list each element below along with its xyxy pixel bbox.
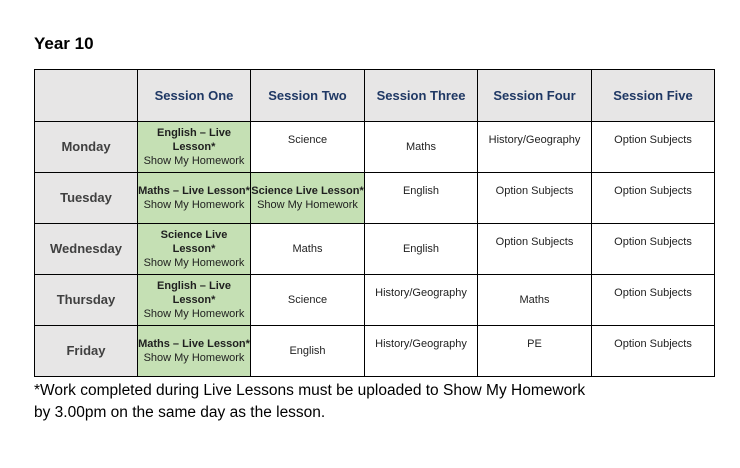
homework-text: Show My Homework: [143, 257, 245, 269]
lesson-cell: [251, 122, 365, 173]
cell-content: [478, 122, 591, 172]
cell-content: [592, 173, 714, 223]
page-title: Year 10: [34, 34, 94, 53]
subject-text: Option Subjects: [614, 236, 692, 248]
subject-text: Science Live Lesson*: [160, 229, 228, 255]
lesson-cell: [592, 122, 715, 173]
timetable: [34, 69, 715, 377]
live-lesson-cell: [251, 173, 365, 224]
subject-text: History/Geography: [375, 287, 467, 299]
footnote-line-1: *Work completed during Live Lessons must be uploaded to Show My Homework: [34, 382, 586, 399]
subject-text: History/Geography: [375, 338, 467, 350]
subject-text: English – Live Lesson*: [157, 280, 231, 306]
corner-cell: [35, 70, 138, 122]
subject-text: Option Subjects: [614, 134, 692, 146]
subject-text: Option Subjects: [614, 287, 692, 299]
cell-content: [478, 173, 591, 223]
day-label: Friday: [35, 326, 138, 377]
lesson-cell: [478, 122, 592, 173]
day-label: Wednesday: [35, 224, 138, 275]
lesson-cell: [365, 224, 478, 275]
session-header: Session One: [138, 70, 251, 122]
session-header: Session Four: [478, 70, 592, 122]
cell-content: [251, 122, 364, 172]
cell-content: [138, 326, 250, 376]
lesson-cell: [365, 326, 478, 377]
lesson-cell: [592, 173, 715, 224]
table-row: [35, 122, 715, 173]
lesson-cell: [251, 275, 365, 326]
live-lesson-cell: [138, 326, 251, 377]
subject-text: English: [402, 185, 440, 197]
cell-content: [478, 224, 591, 274]
lesson-cell: [251, 326, 365, 377]
table-row: [35, 224, 715, 275]
subject-text: Option Subjects: [614, 338, 692, 350]
homework-text: Show My Homework: [143, 199, 245, 211]
lesson-cell: [365, 275, 478, 326]
subject-text: Science Live Lesson*: [251, 185, 364, 197]
cell-content: [478, 326, 591, 376]
session-header: Session Five: [592, 70, 715, 122]
cell-content: [251, 224, 364, 274]
cell-content: [251, 173, 364, 223]
subject-text: Maths: [292, 243, 323, 255]
subject-text: English: [402, 243, 440, 255]
day-label: Monday: [35, 122, 138, 173]
cell-content: [592, 122, 714, 172]
subject-text: Science: [287, 134, 328, 146]
cell-content: [592, 224, 714, 274]
table-row: [35, 275, 715, 326]
cell-content: [138, 224, 250, 274]
cell-content: [592, 275, 714, 325]
cell-content: [138, 173, 250, 223]
homework-text: Show My Homework: [257, 199, 358, 211]
subject-text: History/Geography: [488, 134, 581, 146]
footnote: [34, 380, 724, 424]
subject-text: Maths – Live Lesson*: [138, 185, 250, 197]
day-label: Tuesday: [35, 173, 138, 224]
cell-content: [365, 173, 477, 223]
lesson-cell: [365, 173, 478, 224]
live-lesson-cell: [138, 173, 251, 224]
header-row: [35, 70, 715, 122]
subject-text: Option Subjects: [495, 185, 574, 197]
subject-text: English: [289, 345, 326, 357]
cell-content: [365, 326, 477, 376]
cell-content: [365, 275, 477, 325]
lesson-cell: [478, 224, 592, 275]
subject-text: Option Subjects: [495, 236, 574, 248]
lesson-cell: [592, 224, 715, 275]
cell-content: [251, 275, 364, 325]
homework-text: Show My Homework: [143, 308, 245, 320]
subject-text: English – Live Lesson*: [157, 127, 231, 153]
table-row: [35, 326, 715, 377]
lesson-cell: [478, 275, 592, 326]
cell-content: [138, 275, 250, 325]
homework-text: Show My Homework: [143, 352, 245, 364]
subject-text: Maths – Live Lesson*: [138, 338, 250, 350]
live-lesson-cell: [138, 224, 251, 275]
session-header: Session Three: [365, 70, 478, 122]
cell-content: [251, 326, 364, 376]
table-row: [35, 173, 715, 224]
live-lesson-cell: [138, 122, 251, 173]
lesson-cell: [592, 275, 715, 326]
subject-text: Maths: [519, 294, 550, 306]
session-header: Session Two: [251, 70, 365, 122]
lesson-cell: [251, 224, 365, 275]
lesson-cell: [365, 122, 478, 173]
cell-content: [478, 275, 591, 325]
cell-content: [365, 224, 477, 274]
cell-content: [138, 122, 250, 172]
lesson-cell: [478, 326, 592, 377]
cell-content: [365, 122, 477, 172]
day-label: Thursday: [35, 275, 138, 326]
lesson-cell: [592, 326, 715, 377]
subject-text: PE: [527, 338, 542, 350]
footnote-line-2: by 3.00pm on the same day as the lesson.: [34, 404, 326, 421]
subject-text: Option Subjects: [614, 185, 692, 197]
homework-text: Show My Homework: [143, 155, 245, 167]
subject-text: Science: [287, 294, 328, 306]
subject-text: Maths: [406, 141, 436, 153]
lesson-cell: [478, 173, 592, 224]
live-lesson-cell: [138, 275, 251, 326]
cell-content: [592, 326, 714, 376]
